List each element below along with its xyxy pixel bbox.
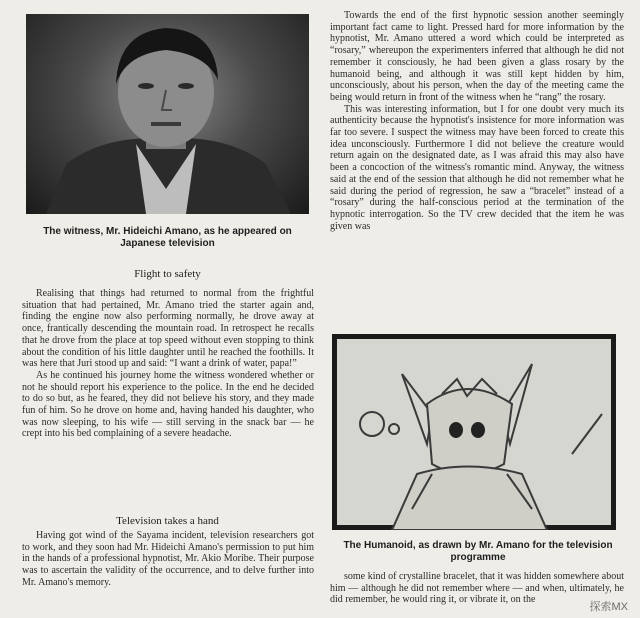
paragraph: As he continued his journey home the witness wondered whether or not he should report his experience to the police. In the end he decided to do so but, as he feared, they did not believe his story, and they made fun of him. So he drove on home and, having handed his daughter, who was now sleeping, to his wife — still serving in the snack bar — he crept into his bed complaining of a severe headache.: [22, 369, 314, 440]
watermark: 探索MX: [589, 601, 628, 613]
paragraph: Towards the end of the first hypnotic session another seemingly important fact came to light. Pressed hard for more information by the hypnotist, Mr. Amano uttered a word which could be interpreted as “rosary,” whereupon the experimenters inferred that although he did not remember it consciously, he had been given a glass rosary by the humanoid being, and although it was still kept hidden by him, unconsciously, about his person, when the day of the meeting came the being would return in front of the witness when he “rang” the rosary.: [330, 10, 624, 103]
photo-caption: The witness, Mr. Hideichi Amano, as he appeared on Japanese television: [43, 226, 292, 249]
humanoid-drawing: [332, 334, 616, 530]
paragraph: Realising that things had returned to normal from the frightful situation that had pertained, Mr. Amano tried the starter again and, finding the engine now also performing normally, he drove away at once, frantically descending the mountain road. In retrospect he recalls that he drove from the place at top speed without even stopping to think about the condition of his little daughter until he reached the foothills. It was here that Juri stood up and said: “I want a drink of water, papa!”: [22, 288, 314, 370]
paragraph: Having got wind of the Sayama incident, television researchers got to work, and they soon had Mr. Hideichi Amano's permission to put him in the hands of a professional hypnotist, Mr. Akio Moribe. Their purpose was to ascertain the validity of the occurrence, and to delve further into Mr. Amano's memory.: [22, 530, 314, 588]
left-column-text-1: [22, 288, 314, 440]
section-heading-television: Television takes a hand: [116, 515, 219, 527]
paragraph: This was interesting information, but I for one doubt very much its authenticity because the hypnotist's insistence for more information was far too severe. I suspect the witness may have been forced to create this idea unconsciously. Furthermore I did not believe the creature would return again on the designated date, as I was afraid this may also have been a concoction of the witness's romantic mind. Anyway, the witness said at the end of the session that although he did not remember what he said during the period of regression, he saw a “bracelet” instead of a “rosary” during the half-conscious period at the termination of the hypnotic interrogation. So the TV crew decided that the item he was given was: [330, 103, 624, 232]
witness-tv-photo: [26, 14, 309, 214]
drawing-caption: The Humanoid, as drawn by Mr. Amano for the television programme: [343, 540, 613, 563]
right-column-text-1: [330, 10, 624, 232]
paragraph: some kind of crystalline bracelet, that it was hidden somewhere about him — although he did not remember where — and when, ultimately, he did remember, he would ring it, or vibrate it, on the: [330, 571, 624, 606]
left-column-text-2: [22, 530, 314, 589]
right-column-text-2: [330, 571, 624, 606]
section-heading-flight: Flight to safety: [134, 268, 201, 280]
